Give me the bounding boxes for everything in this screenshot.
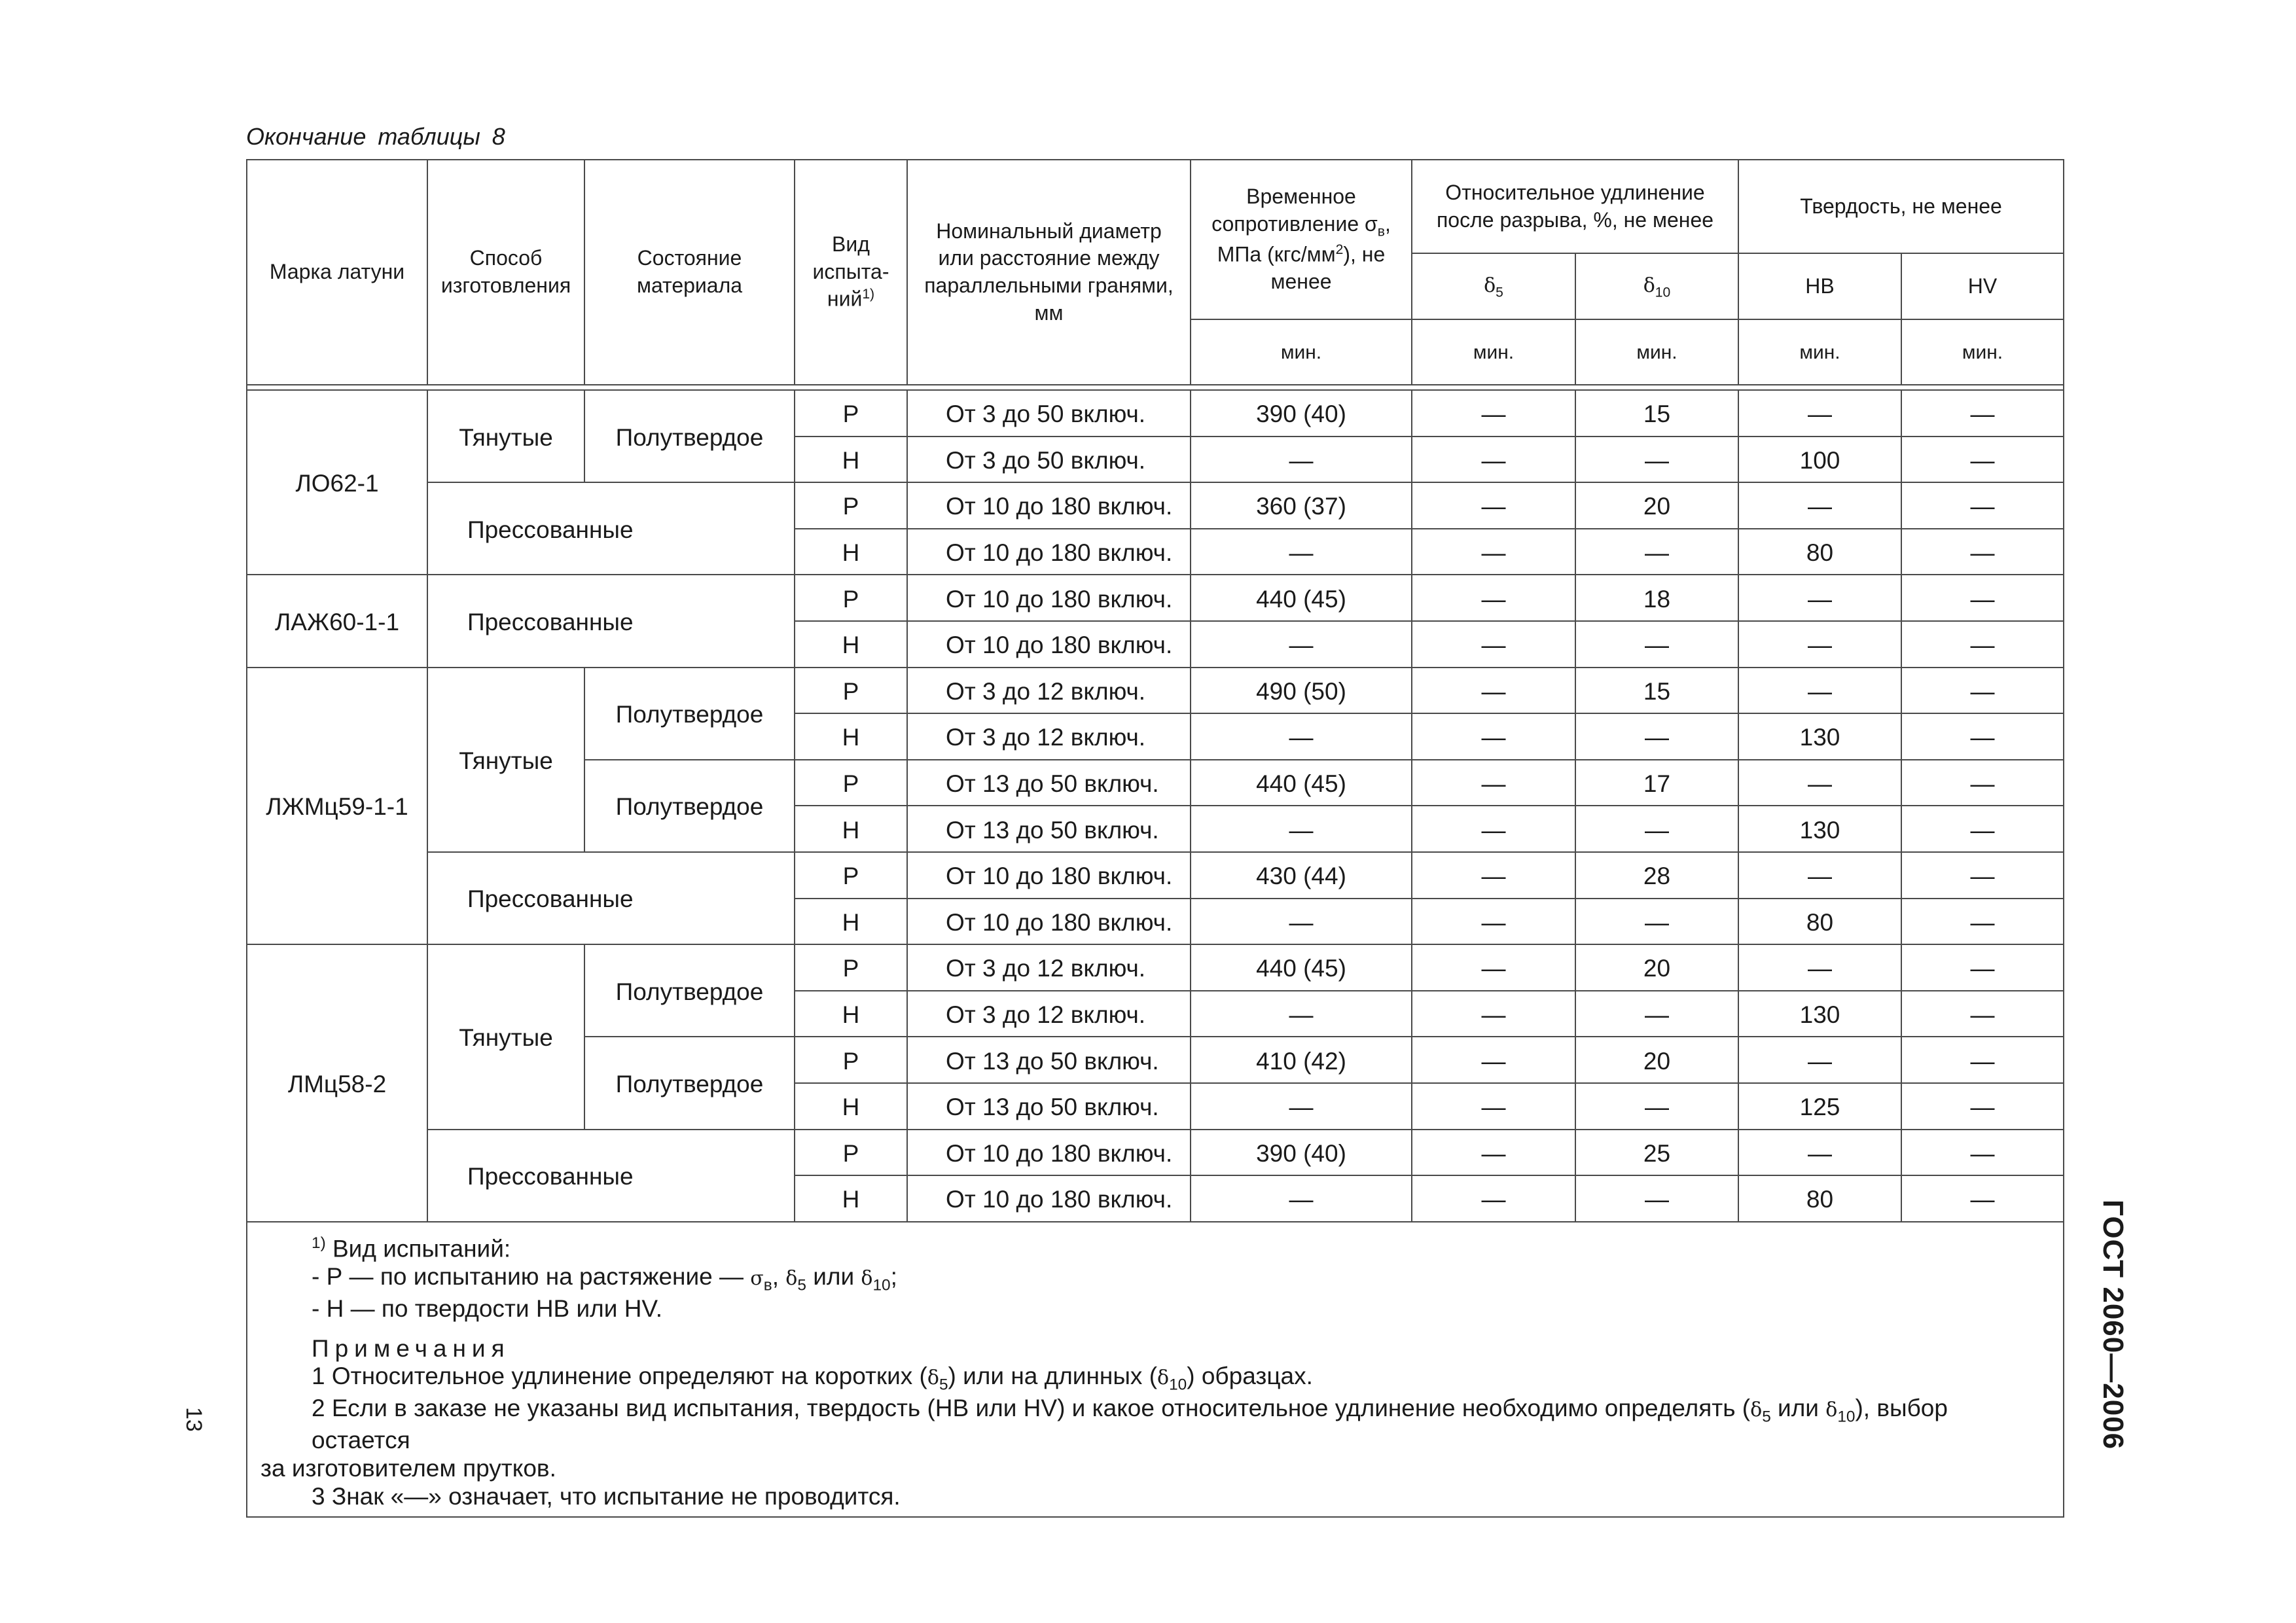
- strength-cell: —: [1191, 991, 1412, 1037]
- strength-cell: —: [1191, 621, 1412, 668]
- document-standard-title: ГОСТ 2060—2006: [2097, 1200, 2129, 1450]
- test-type-cell: Н: [795, 806, 907, 852]
- d10-cell: 28: [1575, 852, 1738, 899]
- hv-cell: —: [1901, 668, 2064, 714]
- hv-cell: —: [1901, 806, 2064, 852]
- d10-cell: —: [1575, 529, 1738, 575]
- test-type-cell: Р: [795, 944, 907, 991]
- test-type-cell: Н: [795, 437, 907, 483]
- method-cell: Тянутые: [427, 390, 584, 482]
- state-cell: Полутвердое: [584, 1037, 795, 1129]
- d10-cell: —: [1575, 713, 1738, 760]
- diameter-cell: От 13 до 50 включ.: [907, 760, 1191, 806]
- hv-cell: —: [1901, 575, 2064, 621]
- state-cell: Полутвердое: [584, 668, 795, 760]
- d10-cell: 17: [1575, 760, 1738, 806]
- strength-cell: —: [1191, 529, 1412, 575]
- header-strength: Временное сопротивление $\sigma_в$, МПа $(кгс/мм^2)$, не менее: [1191, 160, 1412, 319]
- strength-cell: —: [1191, 437, 1412, 483]
- header-diameter: Номинальный диаметр или расстояние между параллельными гранями, мм: [907, 160, 1191, 385]
- test-type-cell: Н: [795, 1083, 907, 1130]
- hb-cell: 130: [1738, 991, 1901, 1037]
- hb-cell: 125: [1738, 1083, 1901, 1130]
- hv-cell: —: [1901, 713, 2064, 760]
- method-cell: Прессованные: [427, 852, 795, 944]
- strength-cell: 490 (50): [1191, 668, 1412, 714]
- header-elongation: Относительное удлинение после разрыва, %, не менее: [1412, 160, 1738, 253]
- d5-cell: —: [1412, 668, 1575, 714]
- footnote-hardness: - Н — по твердости НВ или HV.: [312, 1294, 662, 1322]
- d10-cell: —: [1575, 991, 1738, 1037]
- hv-cell: —: [1901, 390, 2064, 437]
- hv-cell: —: [1901, 621, 2064, 668]
- test-type-cell: Р: [795, 668, 907, 714]
- diameter-cell: От 10 до 180 включ.: [907, 529, 1191, 575]
- hb-cell: —: [1738, 944, 1901, 991]
- test-type-cell: Н: [795, 529, 907, 575]
- strength-cell: —: [1191, 1175, 1412, 1222]
- diameter-cell: От 10 до 180 включ.: [907, 621, 1191, 668]
- hb-cell: 130: [1738, 806, 1901, 852]
- hv-cell: —: [1901, 1175, 2064, 1222]
- hv-cell: —: [1901, 991, 2064, 1037]
- state-cell: Полутвердое: [584, 760, 795, 852]
- hv-cell: —: [1901, 1083, 2064, 1130]
- hb-cell: —: [1738, 621, 1901, 668]
- d5-cell: —: [1412, 852, 1575, 899]
- hb-cell: —: [1738, 575, 1901, 621]
- d5-cell: —: [1412, 1083, 1575, 1130]
- header-delta5: $\delta_5$: [1412, 253, 1575, 319]
- hv-cell: —: [1901, 529, 2064, 575]
- note-2-continued: за изготовителем прутков.: [260, 1454, 556, 1482]
- diameter-cell: От 13 до 50 включ.: [907, 1037, 1191, 1083]
- hb-cell: 100: [1738, 437, 1901, 483]
- state-cell: Полутвердое: [584, 390, 795, 482]
- table-row: [247, 944, 2064, 991]
- d5-cell: —: [1412, 482, 1575, 529]
- table-row: [247, 668, 2064, 714]
- d10-cell: 20: [1575, 482, 1738, 529]
- header-state: Состояние материала: [584, 160, 795, 385]
- header-test-type: Вид испыта-ний$^{1)}$: [795, 160, 907, 385]
- method-cell: Прессованные: [427, 482, 795, 575]
- footnote-tension: - Р — по испытанию на растяжение — $\sigma_в$, $\delta_5$ или $\delta_{10}$;: [312, 1262, 897, 1294]
- diameter-cell: От 3 до 12 включ.: [907, 668, 1191, 714]
- hb-cell: —: [1738, 1037, 1901, 1083]
- hb-cell: —: [1738, 1130, 1901, 1176]
- footnote-title: $^{1)}$ Вид испытаний:: [312, 1234, 511, 1262]
- method-cell: Тянутые: [427, 668, 584, 852]
- table-row: [247, 575, 2064, 621]
- note-3: 3 Знак «—» означает, что испытание не проводится.: [312, 1482, 901, 1510]
- d5-cell: —: [1412, 1130, 1575, 1176]
- header-hardness: Твердость, не менее: [1738, 160, 2064, 253]
- test-type-cell: Р: [795, 482, 907, 529]
- strength-cell: 440 (45): [1191, 575, 1412, 621]
- d5-cell: —: [1412, 437, 1575, 483]
- strength-cell: —: [1191, 899, 1412, 945]
- diameter-cell: От 3 до 50 включ.: [907, 390, 1191, 437]
- page-number: 13: [181, 1407, 206, 1432]
- hv-cell: —: [1901, 899, 2064, 945]
- d5-cell: —: [1412, 1175, 1575, 1222]
- method-cell: Прессованные: [427, 575, 795, 667]
- test-type-cell: Р: [795, 575, 907, 621]
- table-row: [247, 1130, 2064, 1176]
- table-header: [247, 160, 2064, 385]
- diameter-cell: От 10 до 180 включ.: [907, 1175, 1191, 1222]
- diameter-cell: От 3 до 12 включ.: [907, 991, 1191, 1037]
- diameter-cell: От 13 до 50 включ.: [907, 1083, 1191, 1130]
- diameter-cell: От 10 до 180 включ.: [907, 482, 1191, 529]
- d10-cell: 20: [1575, 944, 1738, 991]
- diameter-cell: От 3 до 50 включ.: [907, 437, 1191, 483]
- hb-cell: —: [1738, 760, 1901, 806]
- d5-cell: —: [1412, 575, 1575, 621]
- strength-cell: —: [1191, 1083, 1412, 1130]
- d5-cell: —: [1412, 991, 1575, 1037]
- state-cell: Полутвердое: [584, 944, 795, 1037]
- d5-cell: —: [1412, 621, 1575, 668]
- table-row: [247, 482, 2064, 529]
- hb-cell: —: [1738, 482, 1901, 529]
- hb-cell: 80: [1738, 1175, 1901, 1222]
- note-1: 1 Относительное удлинение определяют на коротких $(\delta_5)$ или на длинных $(\delta_{10})$ образцах.: [312, 1363, 1313, 1394]
- d10-cell: —: [1575, 1083, 1738, 1130]
- d5-cell: —: [1412, 944, 1575, 991]
- d10-cell: —: [1575, 621, 1738, 668]
- test-type-cell: Н: [795, 621, 907, 668]
- test-type-cell: Н: [795, 713, 907, 760]
- header-hv: HV: [1901, 253, 2064, 319]
- diameter-cell: От 13 до 50 включ.: [907, 806, 1191, 852]
- header-min-d5: мин.: [1412, 319, 1575, 385]
- table-row: [247, 852, 2064, 899]
- strength-cell: 410 (42): [1191, 1037, 1412, 1083]
- test-type-cell: Н: [795, 899, 907, 945]
- hv-cell: —: [1901, 1130, 2064, 1176]
- hv-cell: —: [1901, 852, 2064, 899]
- table-body: [247, 390, 2064, 1517]
- strength-cell: 440 (45): [1191, 944, 1412, 991]
- diameter-cell: От 10 до 180 включ.: [907, 899, 1191, 945]
- hv-cell: —: [1901, 944, 2064, 991]
- test-type-cell: Р: [795, 1037, 907, 1083]
- diameter-cell: От 10 до 180 включ.: [907, 575, 1191, 621]
- d10-cell: —: [1575, 437, 1738, 483]
- method-cell: Тянутые: [427, 944, 584, 1129]
- brand-cell: ЛО62-1: [247, 390, 427, 575]
- method-cell: Прессованные: [427, 1130, 795, 1222]
- test-type-cell: Р: [795, 1130, 907, 1176]
- d5-cell: —: [1412, 806, 1575, 852]
- hb-cell: 130: [1738, 713, 1901, 760]
- hv-cell: —: [1901, 1037, 2064, 1083]
- d5-cell: —: [1412, 529, 1575, 575]
- d10-cell: 25: [1575, 1130, 1738, 1176]
- diameter-cell: От 10 до 180 включ.: [907, 1130, 1191, 1176]
- header-delta10: $\delta_{10}$: [1575, 253, 1738, 319]
- diameter-cell: От 3 до 12 включ.: [907, 944, 1191, 991]
- brand-cell: ЛЖМц59-1-1: [247, 668, 427, 945]
- strength-cell: 440 (45): [1191, 760, 1412, 806]
- d5-cell: —: [1412, 713, 1575, 760]
- brand-cell: ЛМц58-2: [247, 944, 427, 1222]
- note-2: 2 Если в заказе не указаны вид испытания, твердость (НВ или HV) и какое относительное удлинение необходимо определять ($\delta_5$ или $\delta_{10}$), выбор остается: [312, 1395, 1948, 1454]
- diameter-cell: От 3 до 12 включ.: [907, 713, 1191, 760]
- hv-cell: —: [1901, 482, 2064, 529]
- table-row: [247, 390, 2064, 437]
- test-type-cell: Р: [795, 852, 907, 899]
- header-brand: Марка латуни: [247, 160, 427, 385]
- table-caption: Окончание таблицы 8: [246, 123, 505, 150]
- hb-cell: 80: [1738, 529, 1901, 575]
- d5-cell: —: [1412, 390, 1575, 437]
- d5-cell: —: [1412, 899, 1575, 945]
- d10-cell: 15: [1575, 390, 1738, 437]
- header-separator: [247, 385, 2064, 390]
- hb-cell: —: [1738, 390, 1901, 437]
- hb-cell: —: [1738, 852, 1901, 899]
- brass-properties-table: [246, 159, 2063, 1518]
- hv-cell: —: [1901, 437, 2064, 483]
- header-min-d10: мин.: [1575, 319, 1738, 385]
- strength-cell: 430 (44): [1191, 852, 1412, 899]
- notes-section: [247, 1222, 2064, 1517]
- strength-cell: 390 (40): [1191, 390, 1412, 437]
- hb-cell: 80: [1738, 899, 1901, 945]
- strength-cell: —: [1191, 806, 1412, 852]
- d10-cell: —: [1575, 1175, 1738, 1222]
- notes-title: Примечания: [312, 1334, 511, 1362]
- strength-cell: —: [1191, 713, 1412, 760]
- d5-cell: —: [1412, 760, 1575, 806]
- d5-cell: —: [1412, 1037, 1575, 1083]
- hb-cell: —: [1738, 668, 1901, 714]
- d10-cell: 15: [1575, 668, 1738, 714]
- diameter-cell: От 10 до 180 включ.: [907, 852, 1191, 899]
- header-method: Способ изготовления: [427, 160, 584, 385]
- header-hb: НВ: [1738, 253, 1901, 319]
- hv-cell: —: [1901, 760, 2064, 806]
- d10-cell: 18: [1575, 575, 1738, 621]
- strength-cell: 390 (40): [1191, 1130, 1412, 1176]
- d10-cell: —: [1575, 806, 1738, 852]
- test-type-cell: Р: [795, 390, 907, 437]
- test-type-cell: Н: [795, 1175, 907, 1222]
- test-type-cell: Р: [795, 760, 907, 806]
- header-min-hb: мин.: [1738, 319, 1901, 385]
- d10-cell: —: [1575, 899, 1738, 945]
- header-min-hv: мин.: [1901, 319, 2064, 385]
- strength-cell: 360 (37): [1191, 482, 1412, 529]
- test-type-cell: Н: [795, 991, 907, 1037]
- brand-cell: ЛАЖ60-1-1: [247, 575, 427, 667]
- d10-cell: 20: [1575, 1037, 1738, 1083]
- header-min-strength: мин.: [1191, 319, 1412, 385]
